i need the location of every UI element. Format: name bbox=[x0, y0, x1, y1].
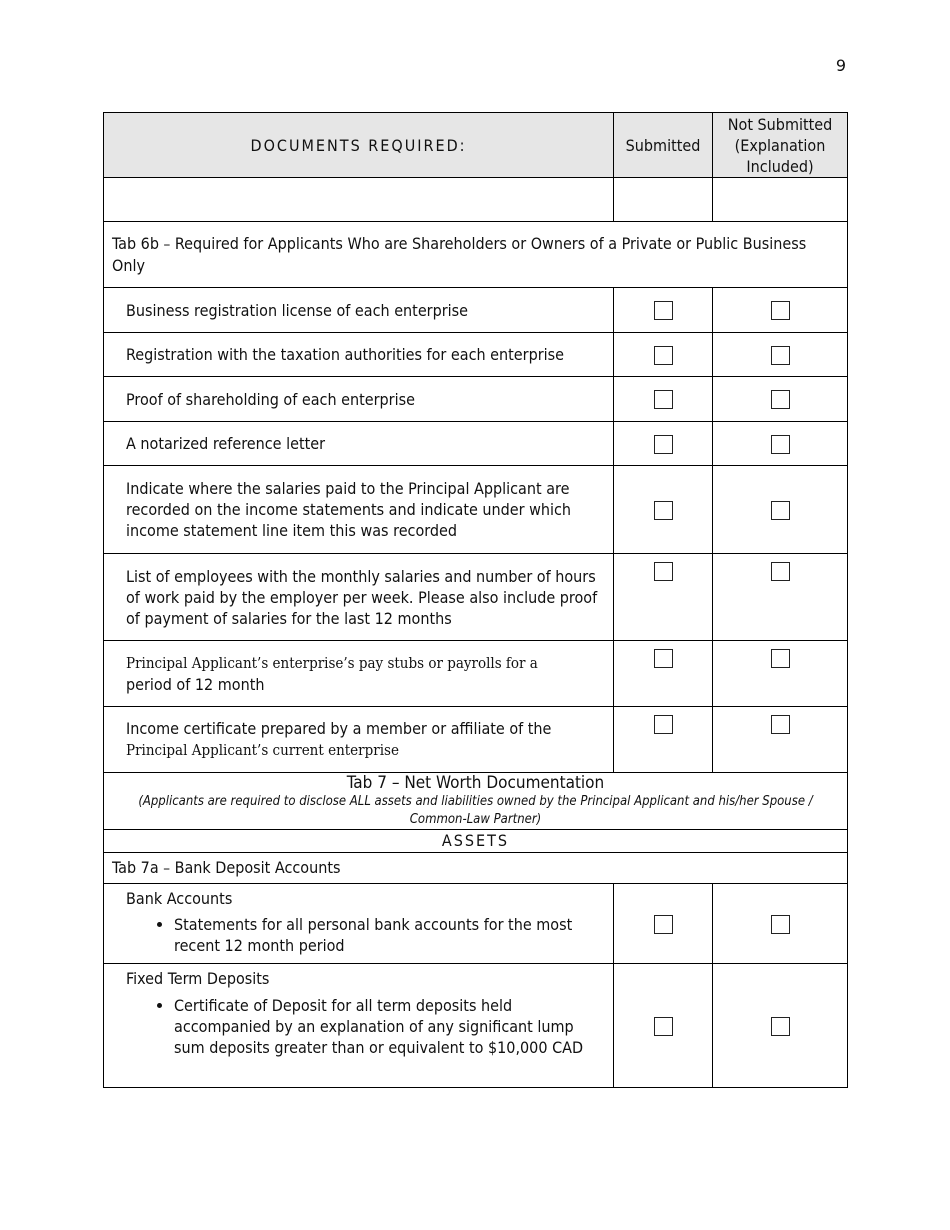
not-submitted-checkbox[interactable] bbox=[771, 562, 790, 581]
documents-required-header: DOCUMENTS REQUIRED: bbox=[104, 113, 614, 178]
blank-cell bbox=[614, 178, 713, 222]
bullet-list bbox=[126, 914, 603, 956]
dash: – bbox=[163, 235, 171, 253]
tab-7a-heading bbox=[104, 853, 848, 884]
assets-heading: ASSETS bbox=[104, 830, 848, 853]
not-submitted-checkbox[interactable] bbox=[771, 501, 790, 520]
blank-row bbox=[104, 178, 848, 222]
tab-7a-label: Tab 7a bbox=[112, 858, 159, 877]
table-row bbox=[104, 333, 848, 377]
bank-accounts-cell bbox=[104, 884, 614, 964]
tab-7-note: (Applicants are required to disclose ALL assets and liabilities owned by the Principal Applicant and his/her Spouse / Common-Law Partner) bbox=[138, 794, 813, 827]
submitted-checkbox[interactable] bbox=[654, 915, 673, 934]
submitted-checkbox[interactable] bbox=[654, 435, 673, 454]
item-label: A notarized reference letter bbox=[104, 422, 614, 466]
item-text: period of 12 month bbox=[126, 675, 265, 694]
tab-6b-title: Required for Applicants Who are Shareholders or Owners of a Private or Public Business Only bbox=[112, 234, 807, 275]
item-text: Income certificate prepared by a member or affiliate of the bbox=[126, 719, 552, 738]
tab-7-heading bbox=[104, 773, 848, 830]
not-submitted-checkbox[interactable] bbox=[771, 649, 790, 668]
submitted-checkbox[interactable] bbox=[654, 301, 673, 320]
bullet-list bbox=[126, 995, 603, 1058]
table-row bbox=[104, 466, 848, 554]
submitted-checkbox[interactable] bbox=[654, 501, 673, 520]
submitted-header: Submitted bbox=[614, 113, 713, 178]
table-row bbox=[104, 288, 848, 333]
item-label bbox=[104, 641, 614, 707]
item-label: List of employees with the monthly salaries and number of hours of work paid by the employer per week. Please also include proof of payment of salaries for the last 12 months bbox=[104, 554, 614, 641]
submitted-checkbox[interactable] bbox=[654, 562, 673, 581]
item-label: Business registration license of each enterprise bbox=[104, 288, 614, 333]
bank-accounts-label: Bank Accounts bbox=[126, 889, 233, 908]
table-row bbox=[104, 707, 848, 773]
blank-cell bbox=[713, 178, 848, 222]
table-row bbox=[104, 884, 848, 964]
table-row bbox=[104, 422, 848, 466]
not-submitted-checkbox[interactable] bbox=[771, 915, 790, 934]
table-row bbox=[104, 377, 848, 422]
tab-7-row bbox=[104, 773, 848, 830]
tab-7a-title: Bank Deposit Accounts bbox=[174, 858, 341, 877]
not-submitted-checkbox[interactable] bbox=[771, 1017, 790, 1036]
fixed-term-cell bbox=[104, 964, 614, 1088]
submitted-checkbox[interactable] bbox=[654, 390, 673, 409]
item-label: Indicate where the salaries paid to the Principal Applicant are recorded on the income statements and indicate under which income statement line item this was recorded bbox=[104, 466, 614, 554]
not-submitted-checkbox[interactable] bbox=[771, 301, 790, 320]
submitted-checkbox[interactable] bbox=[654, 649, 673, 668]
table-row bbox=[104, 554, 848, 641]
submitted-checkbox[interactable] bbox=[654, 715, 673, 734]
item-text-serif: Principal Applicant’s current enterprise bbox=[126, 741, 399, 759]
blank-cell bbox=[104, 178, 614, 222]
assets-row bbox=[104, 830, 848, 853]
not-submitted-checkbox[interactable] bbox=[771, 435, 790, 454]
tab-6b-row bbox=[104, 222, 848, 288]
fixed-term-label: Fixed Term Deposits bbox=[126, 969, 270, 988]
tab-7-title: Tab 7 – Net Worth Documentation bbox=[346, 773, 605, 793]
item-text-serif: Principal Applicant’s enterprise’s pay stubs or payrolls for a bbox=[126, 654, 538, 672]
dash: – bbox=[163, 859, 170, 877]
page-number: 9 bbox=[835, 56, 846, 75]
tab-6b-label: Tab 6b bbox=[112, 234, 159, 253]
not-submitted-checkbox[interactable] bbox=[771, 715, 790, 734]
not-submitted-header: Not Submitted (Explanation Included) bbox=[713, 113, 848, 178]
tab-7a-row bbox=[104, 853, 848, 884]
not-submitted-checkbox[interactable] bbox=[771, 346, 790, 365]
item-label bbox=[104, 707, 614, 773]
documents-required-table bbox=[103, 112, 848, 1088]
item-label: Registration with the taxation authorities for each enterprise bbox=[104, 333, 614, 377]
table-header-row bbox=[104, 113, 848, 178]
list-item: • Statements for all personal bank accounts for the most recent 12 month period bbox=[174, 914, 603, 956]
not-submitted-checkbox[interactable] bbox=[771, 390, 790, 409]
tab-6b-heading bbox=[104, 222, 848, 288]
item-label: Proof of shareholding of each enterprise bbox=[104, 377, 614, 422]
submitted-checkbox[interactable] bbox=[654, 346, 673, 365]
table-row bbox=[104, 964, 848, 1088]
list-item: • Certificate of Deposit for all term deposits held accompanied by an explanation of any significant lump sum deposits greater than or equivalent to $10,000 CAD bbox=[174, 995, 603, 1058]
submitted-checkbox[interactable] bbox=[654, 1017, 673, 1036]
table-row bbox=[104, 641, 848, 707]
